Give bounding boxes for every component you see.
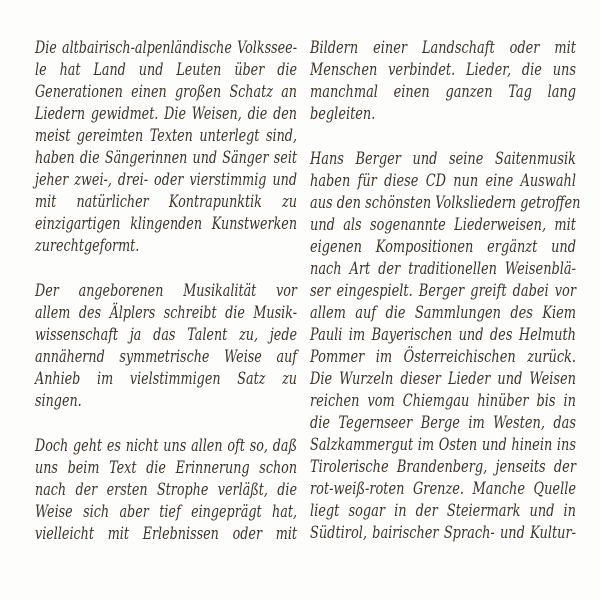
text-line: begleiten. bbox=[310, 104, 376, 124]
text-line: allem des Älplers schreibt die Musik- bbox=[35, 303, 298, 323]
text-line: Hans Berger und seine Saitenmusik bbox=[310, 149, 576, 169]
text-line: Liedern gewidmet. Die Weisen, die den bbox=[35, 104, 298, 124]
text-line: manchmal einen ganzen Tag lang bbox=[310, 82, 576, 102]
text-line: Südtirol, bairischer Sprach- und Kultur- bbox=[310, 523, 576, 543]
text-line: vielleicht mit Erlebnissen oder mit bbox=[35, 524, 298, 544]
text-line: Pauli im Bayerischen und des Helmuth bbox=[310, 325, 576, 345]
text-line: Weise sich aber tief eingeprägt hat, bbox=[35, 502, 298, 522]
text-line: Tirolerische Brandenberg, jenseits der bbox=[310, 457, 576, 477]
text-column-left bbox=[35, 37, 297, 568]
text-line: Die Wurzeln dieser Lieder und Weisen bbox=[310, 369, 576, 389]
text-line: annähernd symmetrische Weise auf bbox=[35, 347, 298, 367]
paragraph bbox=[35, 435, 297, 545]
text-line: mit natürlicher Kontrapunktik zu bbox=[35, 192, 298, 212]
text-line: reichen vom Chiemgau hinüber bis in bbox=[310, 391, 576, 411]
text-line: allem auf die Sammlungen des Kiem bbox=[310, 303, 576, 323]
paragraph bbox=[35, 280, 297, 412]
text-line: die Tegernseer Berge im Westen, das bbox=[310, 413, 576, 433]
text-line: le hat Land und Leuten über die bbox=[35, 60, 298, 80]
text-line: Doch geht es nicht uns allen oft so, daß bbox=[35, 436, 298, 456]
text-line: haben die Sängerinnen und Sänger seit bbox=[35, 148, 298, 168]
text-line: und als sogenannte Liederweisen, mit bbox=[310, 215, 576, 235]
text-line: Bildern einer Landschaft oder mit bbox=[310, 38, 576, 58]
text-line: Menschen verbindet. Lieder, die uns bbox=[310, 60, 576, 80]
paragraph bbox=[310, 37, 576, 125]
text-line: Anhieb im vielstimmigen Satz zu bbox=[35, 369, 298, 389]
text-line: wissenschaft ja das Talent zu, jede bbox=[35, 325, 298, 345]
text-line: ser eingespielt. Berger greift dabei vor bbox=[310, 281, 576, 301]
text-line: liegt sogar in der Steiermark und in bbox=[310, 501, 576, 521]
text-line: eigenen Kompositionen ergänzt und bbox=[310, 237, 576, 257]
text-line: uns beim Text die Erinnerung schon bbox=[35, 458, 298, 478]
text-line: nach Art der traditionellen Weisenblä- bbox=[310, 259, 576, 279]
text-line: meist gereimten Texten unterlegt sind, bbox=[35, 126, 298, 146]
text-column-right bbox=[310, 37, 581, 567]
paragraph bbox=[310, 148, 581, 544]
text-line: haben für diese CD nun eine Auswahl bbox=[310, 171, 576, 191]
text-line: rot-weiß-roten Grenze. Manche Quelle bbox=[310, 479, 576, 499]
paragraph bbox=[35, 37, 297, 257]
text-line: Pommer im Österreichischen zurück. bbox=[310, 347, 576, 367]
text-line: Der angeborenen Musikalität vor bbox=[35, 281, 298, 301]
text-line: zurechtgeformt. bbox=[35, 236, 140, 256]
text-line: jeher zwei-, drei- oder vierstimmig und bbox=[35, 170, 298, 190]
text-line: aus den schönsten Volksliedern getroffen bbox=[310, 193, 581, 213]
text-line: singen. bbox=[35, 391, 82, 411]
text-line: Generationen einen großen Schatz an bbox=[35, 82, 298, 102]
text-line: einzigartigen klingenden Kunstwerken bbox=[35, 214, 298, 234]
text-line: nach der ersten Strophe verläßt, die bbox=[35, 480, 298, 500]
text-line: Die altbairisch-alpenländische Volkssee- bbox=[35, 38, 298, 58]
text-line: Salzkammergut im Osten und hinein ins bbox=[310, 435, 576, 455]
